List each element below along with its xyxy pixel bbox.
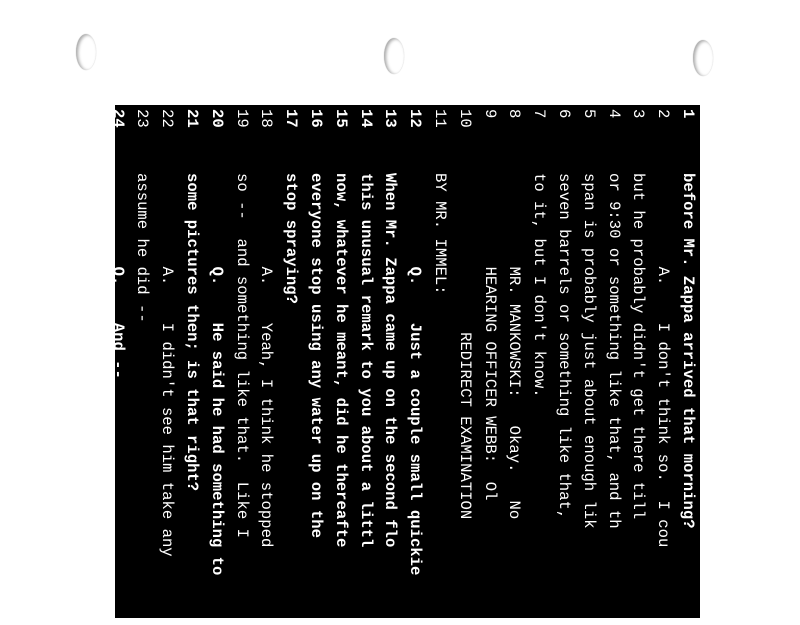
transcript-line [303, 105, 328, 538]
transcript-line [502, 105, 527, 519]
line-number: 13 [381, 109, 400, 128]
line-number: 2 [654, 109, 673, 119]
line-text: or 9:30 or something like that, and th [604, 173, 623, 529]
line-text: A. Yeah, I think he stopped [257, 173, 276, 548]
transcript-line [427, 105, 452, 295]
line-number: 15 [331, 109, 350, 128]
line-number: 24 [108, 109, 127, 128]
transcript-line [278, 105, 303, 304]
line-number: 4 [604, 109, 623, 119]
transcript-line [477, 105, 502, 501]
line-text: MR. MANKOWSKI: Okay. No [505, 173, 524, 520]
line-text: When Mr. Zappa came up on the second flo [381, 173, 400, 548]
transcript-line [626, 105, 651, 519]
transcript-line [154, 105, 179, 557]
line-text: REDIRECT EXAMINATION [455, 173, 474, 520]
line-number: 6 [555, 109, 573, 119]
binder-hole [384, 38, 404, 74]
line-number: 19 [232, 109, 251, 128]
line-text: HEARING OFFICER WEBB: Ol [480, 173, 499, 501]
line-number: 7 [530, 109, 549, 119]
line-text: stop spraying? [282, 173, 301, 305]
transcript-line [179, 105, 204, 491]
line-number: 14 [356, 109, 375, 128]
line-text: seven barrels or something like that, [555, 173, 573, 520]
line-text: A. I didn't see him take any [158, 173, 177, 557]
line-number: 17 [282, 109, 301, 128]
line-text: but he probably didn't get there till [629, 173, 648, 520]
line-number: 12 [406, 109, 425, 128]
transcript-line [353, 105, 378, 547]
binder-hole [76, 34, 96, 70]
line-number: 3 [629, 109, 648, 119]
line-number: 10 [455, 109, 474, 128]
transcript-line [551, 105, 576, 519]
line-number: 1 [679, 109, 697, 119]
line-text: this unusual remark to you about a littl [356, 173, 375, 548]
line-number: 11 [431, 109, 449, 128]
transcript-line [402, 105, 427, 575]
transcript-line [526, 105, 551, 398]
transcript-line [675, 105, 700, 529]
line-number: 5 [579, 109, 598, 119]
transcript-page [108, 105, 700, 618]
line-text: BY MR. IMMEL: [431, 173, 449, 295]
line-number: 23 [133, 109, 152, 128]
line-number: 21 [183, 109, 201, 128]
line-number: 9 [480, 109, 499, 119]
transcript-line [130, 105, 155, 323]
line-text: some pictures then; is that right? [183, 173, 201, 492]
transcript-line [452, 105, 477, 519]
line-number: 8 [505, 109, 524, 119]
line-number: 16 [307, 109, 325, 128]
transcript-line [378, 105, 403, 547]
transcript-line [650, 105, 675, 547]
line-text: span is probably just about enough lik [579, 173, 598, 529]
transcript-line [254, 105, 279, 547]
line-text: assume he did -- [133, 173, 152, 323]
line-text: so -- and something like that. Like I [232, 173, 251, 538]
transcript-line [229, 105, 254, 538]
line-text: Q. Just a couple small quickie [406, 173, 425, 576]
transcript-line [105, 105, 130, 379]
line-number: 22 [158, 109, 177, 128]
transcript-text [108, 105, 700, 625]
line-text: to it, but I don't know. [530, 173, 549, 398]
line-number: 18 [257, 109, 276, 128]
transcript-line [601, 105, 626, 529]
transcript-line [328, 105, 353, 547]
line-text: before Mr. Zappa arrived that morning? [679, 173, 697, 529]
line-text: Q. And -- [108, 173, 127, 379]
transcript-line [204, 105, 229, 575]
line-text: now, whatever he meant, did he thereafte [331, 173, 350, 548]
transcript-line [576, 105, 601, 529]
line-text: Q. He said he had something to [207, 173, 226, 576]
line-text: A. I don't think so. I cou [654, 173, 673, 548]
line-text: everyone stop using any water up on the [307, 173, 325, 538]
line-number: 20 [207, 109, 226, 128]
binder-hole [693, 40, 713, 76]
